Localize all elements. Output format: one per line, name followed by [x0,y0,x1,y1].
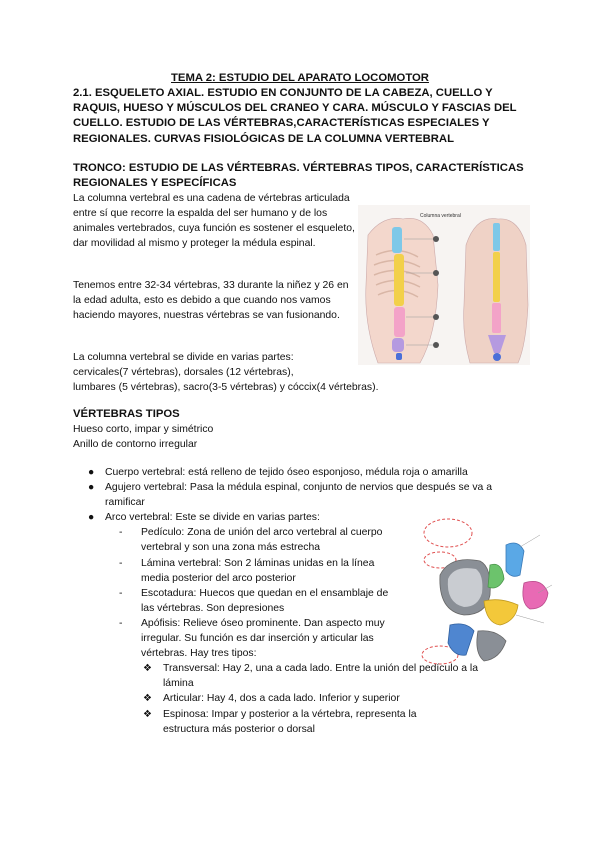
spine-figure [358,205,530,365]
annotation-circle [424,519,472,547]
arco-part-text: Escotadura: Huecos que quedan en el ensamblaje de las vértebras. Son depresiones [141,587,389,614]
list-item: ● Cuerpo vertebral: está relleno de tejido óseo esponjoso, médula roja o amarilla [88,467,468,478]
apofisis-type: ❖ Transversal: Hay 2, una a cada lado. Entre la unión del pedículo a la lámina [143,663,478,690]
arco-part-text: Apófisis: Relieve óseo prominente. Dan aspecto muy irregular. Su función es dar inserción y articular las vértebras. Hay tres tipos: [141,617,385,660]
articular-process [506,543,524,576]
coccyx-segment-right [493,353,501,361]
lumbar-segment [394,307,405,337]
apofisis-type: ❖ Articular: Hay 4, dos a cada lado. Inferior y superior [143,693,400,705]
list-item-text: Agujero vertebral: Pasa la médula espinal, conjunto de nervios que después se va a ramificar [105,482,493,509]
cervical-segment [392,227,402,253]
figure-caption: Columna vertebral [420,213,461,219]
label-marker [433,342,439,348]
pedicle [488,564,504,588]
paragraph-count: Tenemos entre 32-34 vértebras, 33 durante la niñez y 26 en la edad adulta, esto es debido a que cuando nos vamos haciendo mayores, nuestras vértebras se van fusionando. [73,280,349,322]
apofisis-type: ❖ Espinosa: Impar y posterior a la vértebra, representa la estructura más posterior o dorsal [143,708,417,735]
coccyx-segment [396,353,402,360]
document-title: TEMA 2: ESTUDIO DEL APARATO LOCOMOTOR [171,72,429,84]
list-item-text: Arco vertebral: Este se divide en varias partes: [105,512,320,524]
arco-part: - Escotadura: Huecos que quedan en el ensamblaje de las vértebras. Son depresiones [119,587,389,614]
transverse-process [523,581,548,609]
arco-part-text: Lámina vertebral: Son 2 láminas unidas en la línea media posterior del arco posterior [141,557,375,584]
arco-part: - Apófisis: Relieve óseo prominente. Dan aspecto muy irregular. Su función es dar inserción y articular las vértebras. Hay tres tipos: [119,617,385,660]
paragraph-parts-2: cervicales(7 vértebras), dorsales (12 vértebras), [73,367,294,378]
apofisis-type-text: Articular: Hay 4, dos a cada lado. Inferior y superior [163,693,400,705]
list-item: ● Agujero vertebral: Pasa la médula espinal, conjunto de nervios que después se va a ramificar [88,482,493,509]
spinous-process [448,624,474,655]
section-heading: 2.1. ESQUELETO AXIAL. ESTUDIO EN CONJUNTO DE LA CABEZA, CUELLO Y RAQUIS, HUESO Y MÚSCULOS DEL CRANEO Y CARA. MÚSCULO Y FASCIAS DEL CUELLO. ESTUDIO DE LAS VÉRTEBRAS,CARACTERÍSTICAS ESPECIALES Y REGIONALES. CURVAS FISIOLÓGICAS DE LA COLUMNA VERTEBRAL [73,87,517,145]
paragraph-intro: La columna vertebral es una cadena de vértebras articulada entre sí que recorre la espalda del ser humano y de los animales vertebrados, cuya función es sostener el esqueleto, dar movilidad al mismo y proteger la médula espinal. [73,193,355,250]
vertebra-types-heading: VÉRTEBRAS TIPOS [73,408,180,420]
cervical-segment-right [493,223,500,251]
lumbar-segment-right [492,303,501,333]
subsection-heading: TRONCO: ESTUDIO DE LAS VÉRTEBRAS. VÉRTEBRAS TIPOS, CARACTERÍSTICAS REGIONALES Y ESPECÍFICAS [73,162,524,189]
paragraph-parts-3: lumbares (5 vértebras), sacro(3-5 vértebras) y cóccix(4 vértebras). [73,382,379,393]
arco-part: - Pedículo: Zona de unión del arco vertebral al cuerpo vertebral y son una zona más estrecha [119,527,383,554]
label-marker [433,270,439,276]
arco-part: - Lámina vertebral: Son 2 láminas unidas en la línea media posterior del arco posterior [119,557,375,584]
label-marker [433,236,439,242]
paragraph-parts-1: La columna vertebral se divide en varias partes: [73,352,294,363]
label-marker [433,314,439,320]
vertebra-figure [420,505,560,675]
vertebral-arch [484,600,518,625]
vertebra-types-line-1: Hueso corto, impar y simétrico [73,424,214,435]
vertebra-types-line-2: Anillo de contorno irregular [73,439,198,450]
list-item: ● Arco vertebral: Este se divide en varias partes: - Pedículo: Zona de unión del arco vertebral al cuerpo vertebral y son una zona más estrecha - Lámina vertebral: Son 2 láminas unidas en la línea media posterior del arco posterior - Escotadura: Huecos que quedan en el ensamblaje de las vértebras. Son depresiones - Apófisis: Relieve óseo prominente. Dan aspecto muy irregular. Su función es dar inserción y articular las vértebras. Hay tres tipos: ❖ Transversal: Hay 2, una a cada lado. Entre la unión del pedículo a la lámina ❖ Articular: Hay 4, dos a cada lado. Inferior y superior ❖ Espinosa: Impar y posterior a la vértebra, representa la estructura más posterior o dorsal [73,510,533,736]
thoracic-segment [394,254,404,306]
apofisis-type-text: Espinosa: Impar y posterior a la vértebra, representa la estructura más posterior o dorsal [163,708,417,735]
apofisis-type-text: Transversal: Hay 2, una a cada lado. Entre la unión del pedículo a la lámina [163,663,478,690]
thoracic-segment-right [493,252,500,302]
arco-part-text: Pedículo: Zona de unión del arco vertebral al cuerpo vertebral y son una zona más estrecha [141,527,383,554]
list-item-text: Cuerpo vertebral: está relleno de tejido óseo esponjoso, médula roja o amarilla [105,467,468,478]
sacrum-segment [392,338,404,352]
